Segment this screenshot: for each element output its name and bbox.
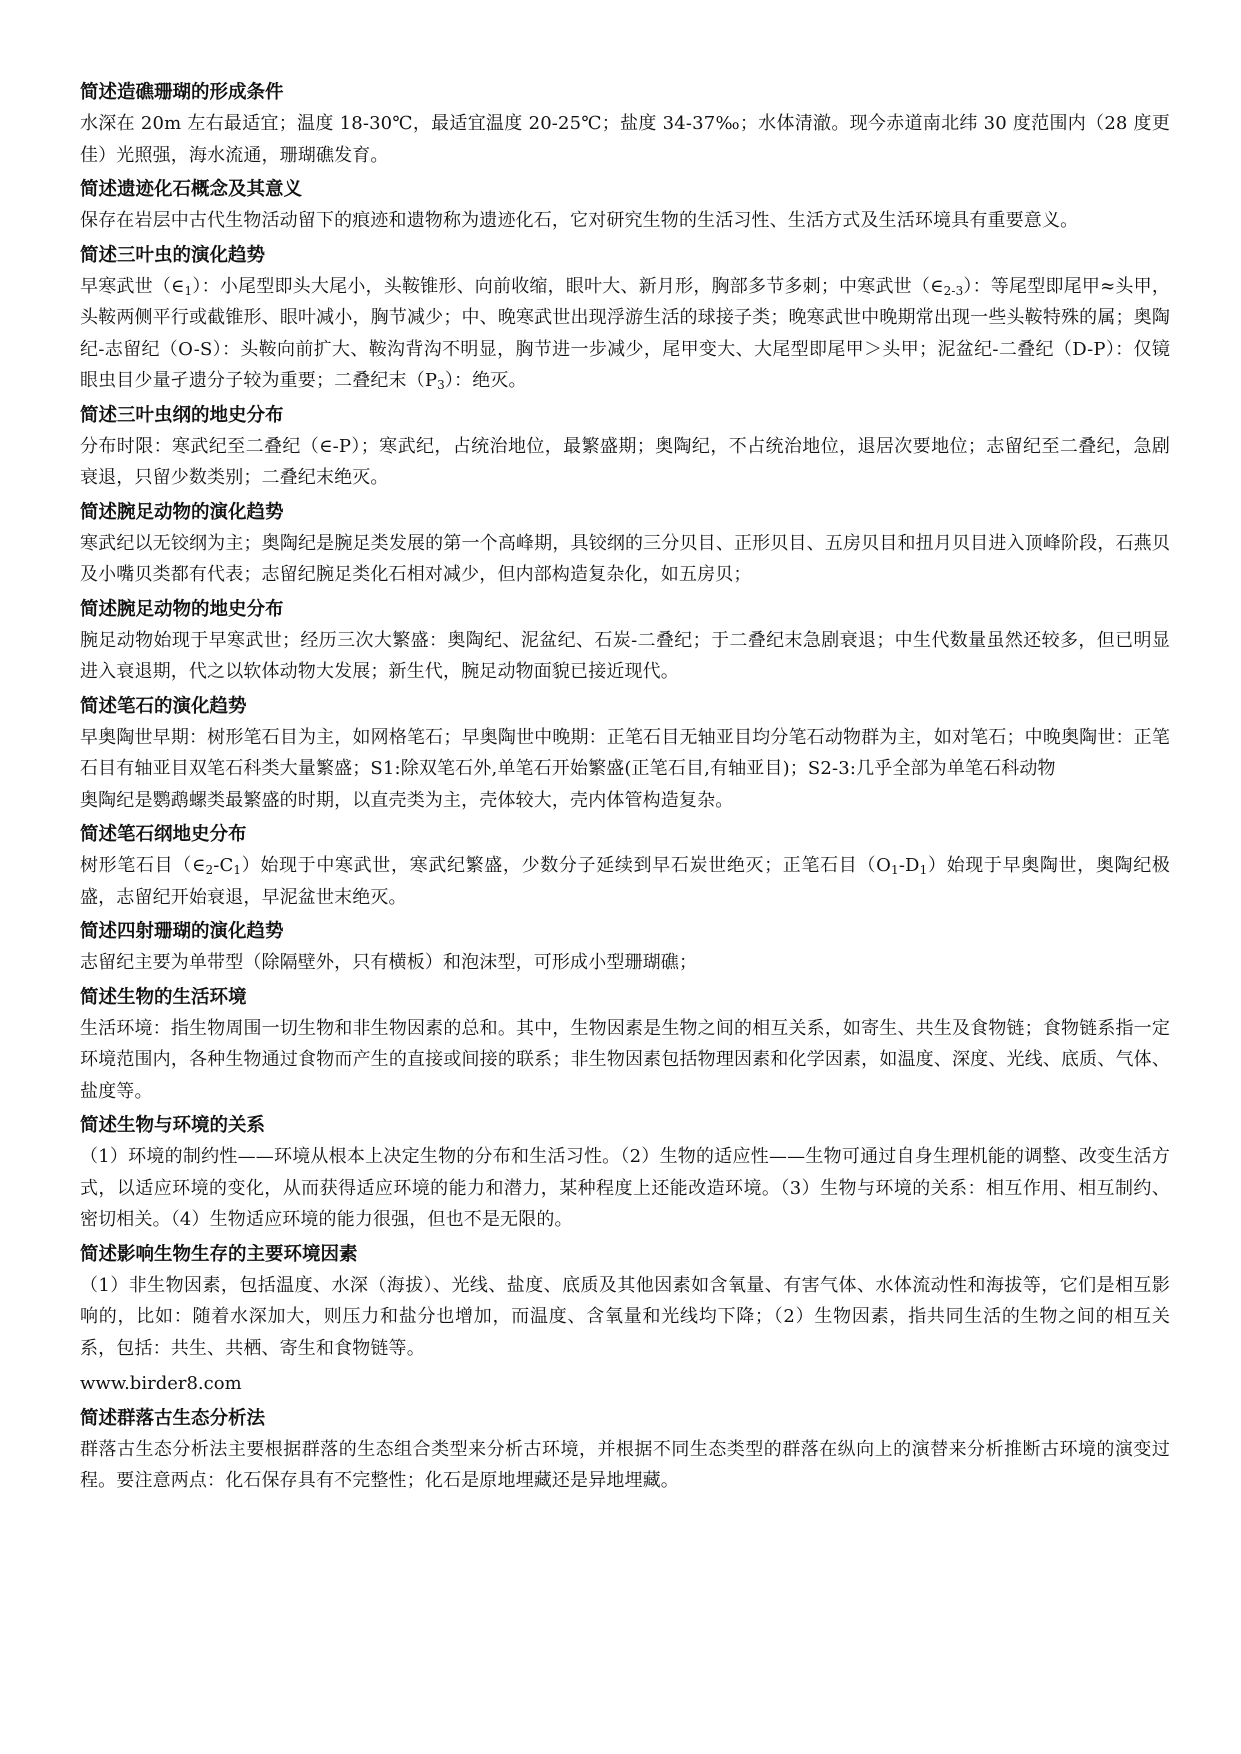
section-heading: 简述笔石的演化趋势 bbox=[80, 695, 247, 717]
section-paragraph: 早奥陶世早期：树形笔石目为主，如网格笔石；早奥陶世中晚期：正笔石目无轴亚目均分笔石动物群为主，如对笔石；中晚奥陶世：正笔石目有轴亚目双笔石科类大量繁盛；S1:除双笔石外,单笔石开始繁盛(正笔石目,有轴亚目)；S2-3:几乎全部为单笔石科动物 bbox=[80, 726, 1170, 779]
section-11 bbox=[80, 1111, 1170, 1236]
section-paragraph: 保存在岩层中古代生物活动留下的痕迹和遗物称为遗迹化石，它对研究生物的生活习性、生活方式及生活环境具有重要意义。 bbox=[80, 210, 1079, 231]
section-paragraph: 群落古生态分析法主要根据群落的生态组合类型来分析古环境，并根据不同生态类型的群落在纵向上的演替来分析推断古环境的演变过程。要注意两点：化石保存具有不完整性；化石是原地埋藏还是异地埋藏。 bbox=[80, 1438, 1170, 1491]
sections-container bbox=[80, 78, 1170, 1364]
section-paragraph: （1）环境的制约性——环境从根本上决定生物的分布和生活习性。（2）生物的适应性——生物可通过自身生理机能的调整、改变生活方式，以适应环境的变化，从而获得适应环境的能力和潜力，某种程度上还能改造环境。（3）生物与环境的关系：相互作用、相互制约、密切相关。（4）生物适应环境的能力很强，但也不是无限的。 bbox=[80, 1146, 1170, 1230]
section-10 bbox=[80, 983, 1170, 1108]
section-heading: 简述群落古生态分析法 bbox=[80, 1407, 266, 1429]
section-heading: 简述四射珊瑚的演化趋势 bbox=[80, 921, 284, 942]
section-heading: 简述生物的生活环境 bbox=[80, 986, 247, 1008]
section-paragraph: 奥陶纪是鹦鹉螺类最繁盛的时期，以直壳类为主，壳体较大，壳内体管构造复杂。 bbox=[80, 789, 734, 811]
section-paragraph: 分布时限：寒武纪至二叠纪（∈-P）；寒武纪，占统治地位，最繁盛期；奥陶纪，不占统治地位，退居次要地位；志留纪至二叠纪，急剧衰退，只留少数类别；二叠纪末绝灭。 bbox=[80, 435, 1170, 488]
section-heading: 简述腕足动物的地史分布 bbox=[80, 598, 284, 620]
section-paragraph: 早寒武世$(\in_1)$：小尾型即头大尾小，头鞍锥形、向前收缩，眼叶大、新月形，胸部多节多刺；中寒武世$(\in_{2-3})$：等尾型即尾甲≈头甲，头鞍两侧平行或截锥形、眼叶减小，胸节减少；中、晚寒武世出现浮游生活的球接子类；晚寒武世中晚期常出现一些头鞍特殊的属；奥陶纪-志留纪（O-S）：头鞍向前扩大、鞍沟背沟不明显，胸节进一步减少，尾甲变大、大尾型即尾甲＞头甲；泥盆纪-二叠纪（D-P）：仅镜眼虫目少量孑遗分子较为重要；二叠纪末$(P_3)$：绝灭。 bbox=[80, 275, 1170, 392]
section-paragraph: 水深在 20m 左右最适宜；温度 18-30℃，最适宜温度 20-25℃；盐度 34-37‰；水体清澈。现今赤道南北纬 30 度范围内（28 度更佳）光照强，海水流通，珊瑚礁发育。 bbox=[80, 113, 1170, 166]
section-heading: 简述生物与环境的关系 bbox=[80, 1115, 266, 1136]
section-paragraph: 树形笔石目$(\in_2-C_1)$始现于中寒武世，寒武纪繁盛，少数分子延续到早石炭世绝灭；正笔石目$(O_1-D_1)$始现于早奥陶世，奥陶纪极盛，志留纪开始衰退，早泥盆世末绝灭。 bbox=[80, 855, 1171, 908]
section-7 bbox=[80, 692, 1170, 817]
document-page bbox=[80, 76, 1170, 1501]
section-paragraph: （1）非生物因素，包括温度、水深（海拔）、光线、盐度、底质及其他因素如含氧量、有害气体、水体流动性和海拔等，它们是相互影响的，比如：随着水深加大，则压力和盐分也增加，而温度、含氧量和光线均下降；（2）生物因素，指共同生活的生物之间的相互关系，包括：共生、共栖、寄生和食物链等。 bbox=[80, 1274, 1170, 1359]
section-2 bbox=[80, 175, 1170, 237]
website-url: www.birder8.com bbox=[80, 1373, 242, 1394]
section-paragraph: 寒武纪以无铰纲为主；奥陶纪是腕足类发展的第一个高峰期，具铰纲的三分贝目、正形贝目、五房贝目和扭月贝目进入顶峰阶段，石燕贝及小嘴贝类都有代表；志留纪腕足类化石相对减少，但内部构造复杂化，如五房贝； bbox=[80, 532, 1170, 585]
section-heading: 简述笔石纲地史分布 bbox=[80, 824, 247, 845]
section-heading: 简述造礁珊瑚的形成条件 bbox=[80, 82, 284, 103]
section-heading: 简述遗迹化石概念及其意义 bbox=[80, 179, 303, 200]
section-6 bbox=[80, 595, 1170, 688]
section-heading: 简述三叶虫纲的地史分布 bbox=[80, 404, 284, 426]
section-5 bbox=[80, 498, 1170, 591]
section-heading: 简述三叶虫的演化趋势 bbox=[80, 244, 266, 266]
section-paragraph: 腕足动物始现于早寒武世；经历三次大繁盛：奥陶纪、泥盆纪、石炭-二叠纪；于二叠纪末急剧衰退；中生代数量虽然还较多，但已明显进入衰退期，代之以软体动物大发展；新生代，腕足动物面貌已接近现代。 bbox=[80, 629, 1170, 682]
section-heading: 简述影响生物生存的主要环境因素 bbox=[80, 1243, 358, 1265]
section-8 bbox=[80, 820, 1170, 913]
section-1 bbox=[80, 78, 1170, 171]
section-群落古生态分析法 bbox=[80, 1404, 1170, 1497]
section-heading: 简述腕足动物的演化趋势 bbox=[80, 501, 284, 523]
section-paragraph: 生活环境：指生物周围一切生物和非生物因素的总和。其中，生物因素是生物之间的相互关系，如寄生、共生及食物链；食物链系指一定环境范围内，各种生物通过食物而产生的直接或间接的联系；非生物因素包括物理因素和化学因素，如温度、深度、光线、底质、气体、盐度等。 bbox=[80, 1017, 1170, 1102]
section-3 bbox=[80, 241, 1170, 397]
section-9 bbox=[80, 917, 1170, 979]
section-paragraph: 志留纪主要为单带型（除隔壁外，只有横板）和泡沫型，可形成小型珊瑚礁； bbox=[80, 952, 698, 973]
section-12 bbox=[80, 1240, 1170, 1365]
section-4 bbox=[80, 401, 1170, 494]
